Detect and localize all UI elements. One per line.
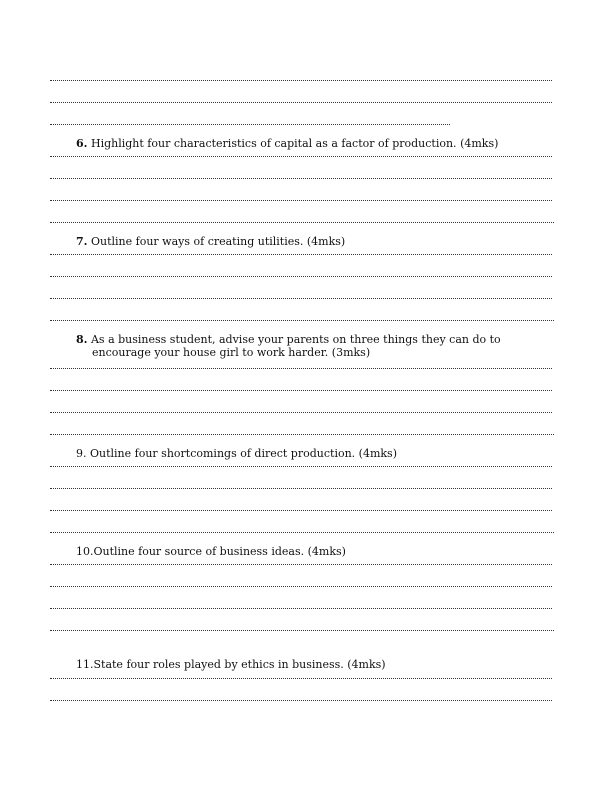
question-text-line2: encourage your house girl to work harder. [92,346,329,359]
answer-line[interactable] [50,276,552,277]
question-7 [76,235,345,248]
answer-line[interactable] [50,222,554,223]
question-number: 6. [76,137,88,150]
question-11 [76,658,386,671]
answer-line[interactable] [50,390,552,391]
question-marks: (4mks) [460,137,499,150]
answer-line[interactable] [50,102,552,103]
answer-line[interactable] [50,254,552,255]
question-text: State four roles played by ethics in business. [93,658,344,671]
answer-line[interactable] [50,488,552,489]
answer-line[interactable] [50,466,552,467]
answer-line[interactable] [50,510,552,511]
question-marks: (4mks) [347,658,386,671]
answer-line[interactable] [50,178,552,179]
answer-line[interactable] [50,532,554,533]
question-marks: (3mks) [331,346,371,359]
question-text: Outline four source of business ideas. [93,545,305,558]
question-marks: (4mks) [306,235,346,248]
answer-line[interactable] [50,298,552,299]
question-number: 10. [76,545,94,558]
answer-line[interactable] [50,156,552,157]
question-marks: (4mks) [358,447,397,460]
question-text: As a business student, advise your parents on three things they can do to [90,333,501,346]
question-number: 8. [76,333,88,346]
answer-line[interactable] [50,320,554,321]
answer-line[interactable] [50,630,554,631]
answer-line[interactable] [50,412,552,413]
answer-line[interactable] [50,586,552,587]
question-text: Outline four shortcomings of direct production. [90,447,356,460]
question-marks: (4mks) [307,545,346,558]
answer-line[interactable] [50,564,552,565]
question-8 [76,333,501,359]
answer-line[interactable] [50,124,450,125]
question-text: Outline four ways of creating utilities. [90,235,304,248]
question-6 [76,137,498,150]
answer-line[interactable] [50,434,554,435]
question-number: 9. [76,447,87,460]
answer-line[interactable] [50,200,552,201]
answer-line[interactable] [50,700,552,701]
question-number: 11. [76,658,94,671]
question-9 [76,447,397,460]
question-text: Highlight four characteristics of capital as a factor of production. [90,137,457,150]
answer-line[interactable] [50,678,552,679]
answer-line[interactable] [50,608,552,609]
answer-line[interactable] [50,368,552,369]
question-10 [76,545,346,558]
answer-line[interactable] [50,80,552,81]
question-number: 7. [76,235,88,248]
